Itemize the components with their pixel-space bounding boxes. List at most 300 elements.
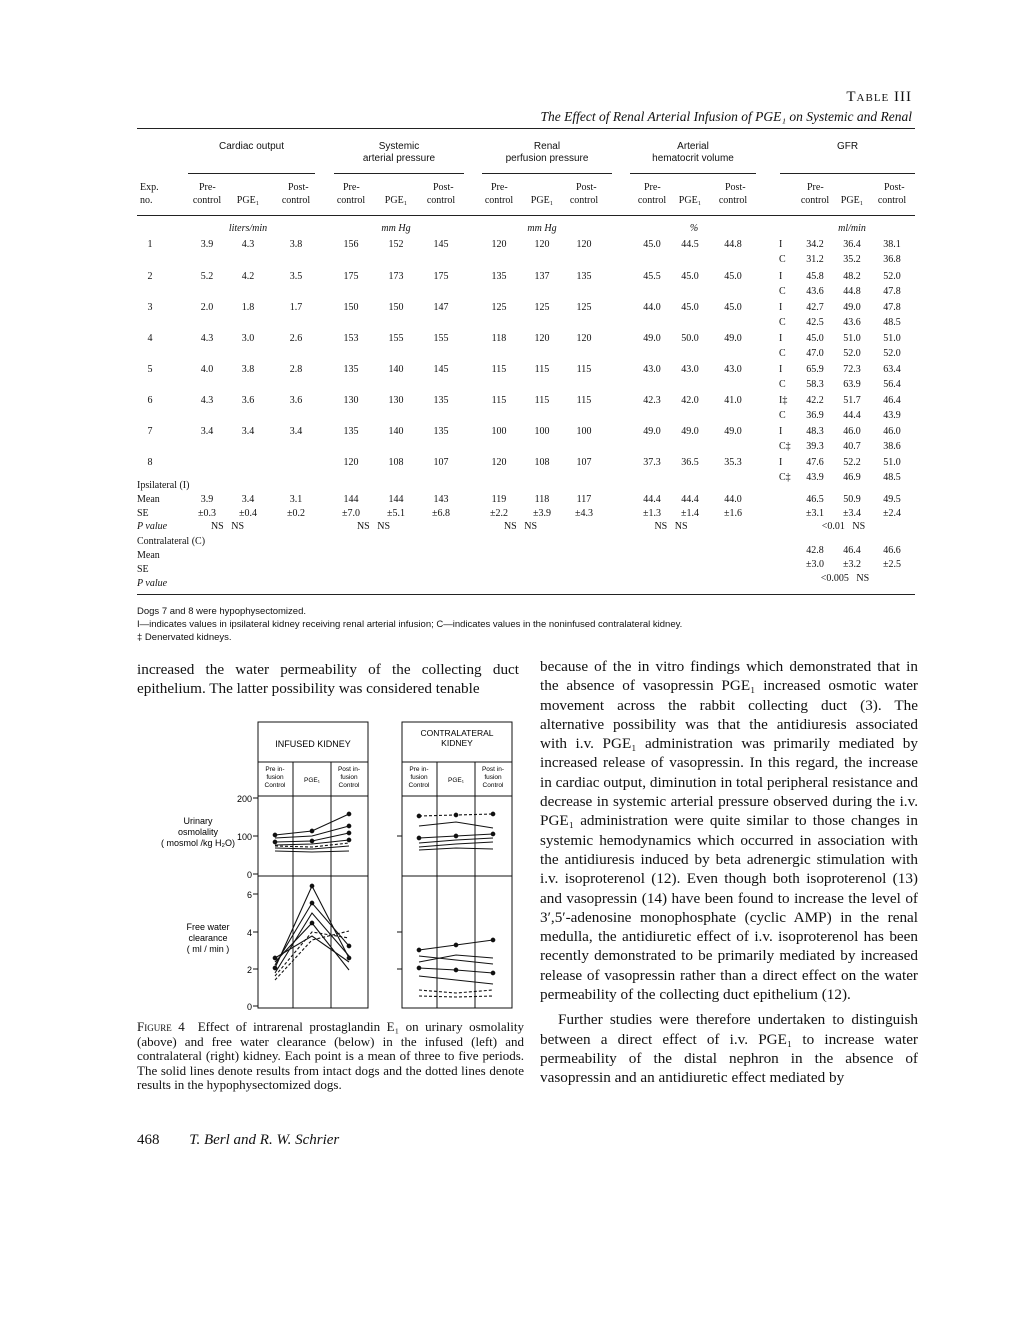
kidney-side: I — [779, 239, 783, 250]
table-cell: 153 — [343, 333, 359, 344]
table-cell: 51.7 — [843, 395, 861, 406]
group-header-renal-perfusion: Renal perfusion pressure — [505, 141, 589, 164]
sub-header: control — [426, 195, 456, 206]
table-cell: 150 — [343, 302, 359, 313]
sub-header: control — [718, 195, 748, 206]
p-value: NS NS — [210, 521, 245, 532]
table-cell: 48.5 — [883, 472, 901, 483]
exp-number: 6 — [147, 395, 153, 406]
table-cell: 42.3 — [643, 395, 661, 406]
table-cell: 44.5 — [681, 239, 699, 250]
y-tick-label: 6 — [246, 890, 252, 900]
table-cell: 49.0 — [681, 426, 699, 437]
se-value: ±3.0 — [806, 559, 824, 570]
sub-header: Post- — [725, 182, 746, 193]
table-cell: 63.9 — [843, 379, 861, 390]
table-cell: 125 — [491, 302, 507, 313]
page-number: 468 — [137, 1132, 160, 1148]
table-cell: 120 — [534, 333, 550, 344]
table-cell: 43.9 — [806, 472, 824, 483]
table-cell: 3.8 — [289, 239, 303, 250]
se-value: ±0.3 — [198, 508, 216, 519]
sub-header: Pre- — [491, 182, 508, 193]
table-cell: 36.4 — [843, 239, 861, 250]
table-cell: 3.5 — [289, 271, 303, 282]
p-value: NS NS — [503, 521, 538, 532]
note-line: Dogs 7 and 8 were hypophysectomized. — [137, 606, 306, 617]
sub-header: control — [569, 195, 599, 206]
col-label: fusion — [484, 774, 502, 781]
p-value: NS NS — [356, 521, 391, 532]
table-cell: 1.7 — [289, 302, 303, 313]
sap-group-rule — [334, 173, 464, 174]
left-free-water-panel — [258, 876, 368, 1008]
y-tick-label: 0 — [246, 870, 252, 880]
table-bottom-rule — [137, 594, 915, 595]
table-cell: 2.6 — [289, 333, 303, 344]
table-cell: 45.0 — [724, 302, 742, 313]
se-value: ±0.2 — [287, 508, 305, 519]
table-cell: 4.3 — [200, 395, 214, 406]
group-header-hematocrit: Arterial hematocrit volume — [652, 141, 734, 164]
mean-value: 44.4 — [681, 494, 699, 505]
se-value: ±4.3 — [575, 508, 593, 519]
unit-label: % — [689, 223, 699, 234]
mean-value: 3.1 — [289, 494, 303, 505]
table-cell: 47.0 — [806, 348, 824, 359]
col-label: Control — [408, 782, 430, 789]
table-cell: 156 — [343, 239, 359, 250]
mean-value: 117 — [576, 494, 592, 505]
kidney-side: I — [779, 457, 783, 468]
table-cell: 34.2 — [806, 239, 824, 250]
se-value: ±2.2 — [490, 508, 508, 519]
right-free-water-panel — [402, 876, 512, 1008]
summary-label: P value — [137, 578, 168, 589]
table-title-block — [540, 88, 912, 126]
table-cell: 2.8 — [289, 364, 303, 375]
table-cell: 56.4 — [883, 379, 901, 390]
paragraph: Further studies were therefore undertaken to distinguish between a direct effect of i.v. PGE₁ to increase water permeability of the distal nephron in the absence of vasopressin and an antidiuretic effect mediated by — [540, 1011, 918, 1087]
table-cell: 45.0 — [681, 302, 699, 313]
table-cell: 47.8 — [883, 286, 901, 297]
note-line: I—indicates values in ipsilateral kidney receiving renal arterial infusion; C—indicates values in the noninfused contralateral kidney. — [137, 619, 683, 630]
table-cell: 35.2 — [843, 254, 861, 265]
table-cell: 115 — [576, 364, 592, 375]
table-cell: 107 — [576, 457, 592, 468]
table-cell: 152 — [388, 239, 404, 250]
table-cell: 38.6 — [883, 441, 901, 452]
table-cell: 43.6 — [843, 317, 861, 328]
table-cell: 140 — [388, 426, 404, 437]
p-value: <0.01 NS — [821, 521, 866, 532]
mean-value: 46.4 — [843, 545, 861, 556]
sub-header: control — [637, 195, 667, 206]
table-cell: 47.8 — [883, 302, 901, 313]
y-tick-label: 100 — [236, 832, 252, 842]
table-cell: 130 — [388, 395, 404, 406]
figure-4 — [140, 718, 530, 1016]
exp-header: no. — [140, 195, 153, 206]
mean-value: 50.9 — [843, 494, 861, 505]
table-cell: 49.0 — [643, 333, 661, 344]
kidney-side: C — [779, 317, 786, 328]
kidney-side: I‡ — [779, 395, 788, 406]
col-label: fusion — [266, 774, 284, 781]
table-cell: 37.3 — [643, 457, 661, 468]
col-label: Control — [264, 782, 286, 789]
table-cell: 52.0 — [883, 271, 901, 282]
col-label: Post in- — [481, 766, 505, 773]
table-cell: 45.8 — [806, 271, 824, 282]
table-cell: 46.0 — [843, 426, 861, 437]
se-value: ±3.4 — [843, 508, 861, 519]
table-cell: 52.0 — [883, 348, 901, 359]
exp-number: 1 — [147, 239, 153, 250]
table-cell: 36.5 — [681, 457, 699, 468]
sub-header: control — [336, 195, 366, 206]
y-tick-label: 200 — [236, 794, 252, 804]
y-label-top: ( mosmol /kg H₂O) — [161, 838, 235, 848]
exp-number: 4 — [147, 333, 153, 344]
table-cell: 42.0 — [681, 395, 699, 406]
mean-value: 143 — [433, 494, 449, 505]
table-cell: 120 — [491, 239, 507, 250]
se-value: ±3.1 — [806, 508, 824, 519]
right-panel-title-2: KIDNEY — [441, 738, 473, 748]
se-value: ±6.8 — [432, 508, 450, 519]
table-cell: 120 — [491, 457, 507, 468]
sub-header: Post- — [884, 182, 905, 193]
page-footer — [137, 1132, 339, 1149]
table-cell: 115 — [534, 395, 550, 406]
table-cell: 49.0 — [643, 426, 661, 437]
mean-value: 144 — [388, 494, 404, 505]
table-cell: 49.0 — [843, 302, 861, 313]
gfr-group-rule — [780, 173, 915, 174]
table-cell: 46.4 — [883, 395, 901, 406]
col-label: Control — [338, 782, 360, 789]
table-cell: 155 — [433, 333, 449, 344]
table-cell: 4.0 — [200, 364, 214, 375]
se-value: ±0.4 — [239, 508, 257, 519]
rpp-group-rule — [482, 173, 612, 174]
table-cell: 51.0 — [843, 333, 861, 344]
paragraph: increased the water permeability of the collecting duct epithelium. The latter possibility was considered tenable — [137, 661, 519, 698]
table-cell: 42.2 — [806, 395, 824, 406]
table-cell: 150 — [388, 302, 404, 313]
y-label-bottom: clearance — [188, 933, 228, 943]
table-cell: 100 — [534, 426, 550, 437]
sub-header: Pre- — [343, 182, 360, 193]
sub-header: Post- — [433, 182, 454, 193]
mean-value: 119 — [491, 494, 507, 505]
table-label: Table III — [846, 89, 912, 105]
table-cell: 118 — [491, 333, 507, 344]
exp-number: 5 — [147, 364, 153, 375]
summary-label: SE — [137, 508, 149, 519]
kidney-side: I — [779, 333, 783, 344]
sub-header: PGE₁ — [236, 195, 260, 206]
table-top-rule — [137, 128, 915, 129]
kidney-side: C — [779, 379, 786, 390]
table-cell: 35.3 — [724, 457, 742, 468]
se-value: ±1.4 — [681, 508, 699, 519]
table-cell: 44.8 — [843, 286, 861, 297]
summary-label: P value — [137, 521, 168, 532]
se-value: ±1.3 — [643, 508, 661, 519]
table-cell: 1.8 — [241, 302, 255, 313]
exp-number: 3 — [147, 302, 153, 313]
se-value: ±2.4 — [883, 508, 901, 519]
table-cell: 31.2 — [806, 254, 824, 265]
kidney-side: C — [779, 286, 786, 297]
left-panel-title: INFUSED KIDNEY — [275, 739, 351, 749]
table-cell: 145 — [433, 239, 449, 250]
mean-value: 49.5 — [883, 494, 901, 505]
table-cell: 108 — [534, 457, 550, 468]
summary-label: Mean — [137, 550, 160, 561]
table-cell: 115 — [534, 364, 550, 375]
sub-header: control — [484, 195, 514, 206]
table-cell: 38.1 — [883, 239, 901, 250]
summary-label: Ipsilateral (I) — [137, 480, 190, 491]
table-cell: 45.0 — [724, 271, 742, 282]
table-cell: 120 — [534, 239, 550, 250]
col-label: Pre in- — [409, 766, 429, 773]
figure-caption-label: Figure 4 — [137, 1019, 185, 1034]
left-column-text — [137, 660, 519, 699]
sub-header: Post- — [576, 182, 597, 193]
table-cell: 115 — [491, 395, 507, 406]
group-header-gfr: GFR — [836, 141, 859, 152]
figure-caption — [137, 1020, 524, 1093]
table-cell: 51.0 — [883, 333, 901, 344]
sub-header: PGE₁ — [384, 195, 408, 206]
mean-value: 42.8 — [806, 545, 824, 556]
se-value: ±3.2 — [843, 559, 861, 570]
table-cell: 3.6 — [241, 395, 255, 406]
kidney-side: C — [779, 254, 786, 265]
table-cell: 42.7 — [806, 302, 824, 313]
figure-caption-text: Effect of intrarenal prostaglandin E₁ on urinary osmolality (above) and free water clearance (below) in the infused (left) and contralateral (right) kidney. Each point is a mean of three to five periods. The solid lines denote results from intact dogs and the dotted lines denote results in the hypophysectomized dogs. — [137, 1019, 525, 1093]
group-header-cardiac-output: Cardiac output — [218, 141, 285, 152]
table-cell: 4.3 — [241, 239, 255, 250]
mean-value: 46.5 — [806, 494, 824, 505]
table-cell: 3.4 — [289, 426, 303, 437]
note-line: ‡ Denervated kidneys. — [137, 632, 232, 643]
mean-value: 3.4 — [241, 494, 255, 505]
co-group-rule — [188, 173, 315, 174]
mean-value: 3.9 — [200, 494, 214, 505]
hct-group-rule — [630, 173, 756, 174]
table-cell: 45.0 — [643, 239, 661, 250]
table-cell: 36.8 — [883, 254, 901, 265]
table-cell: 125 — [576, 302, 592, 313]
summary-label: Contralateral (C) — [137, 536, 206, 547]
sub-header: Pre- — [644, 182, 661, 193]
table-cell: 100 — [491, 426, 507, 437]
table-cell: 135 — [343, 426, 359, 437]
mean-value: 144 — [343, 494, 359, 505]
table-cell: 173 — [388, 271, 404, 282]
table-cell: 48.5 — [883, 317, 901, 328]
table-cell: 44.4 — [843, 410, 861, 421]
table-cell: 115 — [491, 364, 507, 375]
table-cell: 50.0 — [681, 333, 699, 344]
table-cell: 52.2 — [843, 457, 861, 468]
table-cell: 100 — [576, 426, 592, 437]
table-cell: 135 — [433, 395, 449, 406]
table-cell: 135 — [433, 426, 449, 437]
sub-header: control — [192, 195, 222, 206]
table-cell: 44.8 — [724, 239, 742, 250]
table-cell: 120 — [576, 333, 592, 344]
table-cell: 43.6 — [806, 286, 824, 297]
sub-header: control — [281, 195, 311, 206]
table-title: The Effect of Renal Arterial Infusion of PGE₁ on Systemic and Renal — [540, 109, 912, 124]
se-value: ±7.0 — [342, 508, 360, 519]
y-tick-label: 0 — [246, 1002, 252, 1012]
table-cell: 5.2 — [200, 271, 214, 282]
col-label: Post in- — [337, 766, 361, 773]
table-cell: 175 — [343, 271, 359, 282]
table-cell: 140 — [388, 364, 404, 375]
y-label-bottom: Free water — [186, 922, 230, 932]
se-value: ±5.1 — [387, 508, 405, 519]
table-cell: 45.5 — [643, 271, 661, 282]
table-cell: 3.4 — [241, 426, 255, 437]
col-label: Control — [482, 782, 504, 789]
unit-label: ml/min — [838, 223, 866, 234]
table-cell: 120 — [343, 457, 359, 468]
running-authors: T. Berl and R. W. Schrier — [189, 1132, 340, 1148]
mean-value: 44.4 — [643, 494, 661, 505]
se-value: ±3.9 — [533, 508, 551, 519]
kidney-side: C — [779, 348, 786, 359]
table-cell: 3.0 — [241, 333, 255, 344]
table-cell: 4.3 — [200, 333, 214, 344]
table-cell: 130 — [343, 395, 359, 406]
table-cell: 3.6 — [289, 395, 303, 406]
y-label-top: Urinary — [183, 816, 213, 826]
table-header-rule — [137, 215, 915, 216]
mean-value: 46.6 — [883, 545, 901, 556]
table-cell: 125 — [534, 302, 550, 313]
sub-header: PGE₁ — [678, 195, 702, 206]
table-cell: 65.9 — [806, 364, 824, 375]
table-cell: 51.0 — [883, 457, 901, 468]
table-cell: 108 — [388, 457, 404, 468]
right-column-text — [540, 657, 918, 1088]
kidney-side: I — [779, 364, 783, 375]
table-cell: 36.9 — [806, 410, 824, 421]
kidney-side: C — [779, 410, 786, 421]
kidney-side: I — [779, 271, 783, 282]
table-cell: 135 — [491, 271, 507, 282]
table-cell: 46.0 — [883, 426, 901, 437]
p-value: <0.005 NS — [820, 573, 870, 584]
mean-value: 44.0 — [724, 494, 742, 505]
col-label: fusion — [410, 774, 428, 781]
p-value: NS NS — [654, 521, 688, 532]
table-cell: 48.2 — [843, 271, 861, 282]
sub-header: Pre- — [199, 182, 216, 193]
se-value: ±2.5 — [883, 559, 901, 570]
col-label: PGE₁ — [448, 777, 464, 784]
unit-label: liters/min — [228, 223, 268, 234]
mean-value: 118 — [534, 494, 550, 505]
sub-header: control — [800, 195, 830, 206]
table-cell: 107 — [433, 457, 449, 468]
table-cell: 145 — [433, 364, 449, 375]
sub-header: PGE₁ — [530, 195, 554, 206]
col-label: PGE₁ — [304, 777, 320, 784]
table-cell: 40.7 — [843, 441, 861, 452]
table-cell: 42.5 — [806, 317, 824, 328]
table-cell: 63.4 — [883, 364, 901, 375]
right-panel-title-1: CONTRALATERAL — [420, 728, 494, 738]
exp-header: Exp. — [140, 182, 159, 193]
kidney-side: C‡ — [779, 472, 791, 483]
exp-number: 2 — [147, 271, 153, 282]
table-cell: 3.9 — [200, 239, 214, 250]
sub-header: PGE₁ — [840, 195, 864, 206]
table-cell: 52.0 — [843, 348, 861, 359]
table-cell: 39.3 — [806, 441, 824, 452]
table-cell: 155 — [388, 333, 404, 344]
table-cell: 3.4 — [200, 426, 214, 437]
table-cell: 49.0 — [724, 333, 742, 344]
table-cell: 43.0 — [681, 364, 699, 375]
table-cell: 4.2 — [241, 271, 255, 282]
unit-label: mm Hg — [527, 223, 557, 234]
summary-label: Mean — [137, 494, 160, 505]
table-cell: 58.3 — [806, 379, 824, 390]
sub-header: Pre- — [807, 182, 824, 193]
table-cell: 137 — [534, 271, 550, 282]
table-cell: 47.6 — [806, 457, 824, 468]
table-cell: 2.0 — [200, 302, 214, 313]
col-label: fusion — [340, 774, 358, 781]
table-cell: 44.0 — [643, 302, 661, 313]
kidney-side: I — [779, 426, 783, 437]
table-cell: 43.0 — [724, 364, 742, 375]
kidney-side: I — [779, 302, 783, 313]
table-cell: 49.0 — [724, 426, 742, 437]
kidney-side: C‡ — [779, 441, 791, 452]
table-cell: 3.8 — [241, 364, 255, 375]
exp-number: 8 — [147, 457, 153, 468]
table-cell: 115 — [576, 395, 592, 406]
table-cell: 147 — [433, 302, 449, 313]
summary-label: SE — [137, 564, 149, 575]
sub-header: Post- — [288, 182, 309, 193]
table-cell: 43.0 — [643, 364, 661, 375]
table-cell: 175 — [433, 271, 449, 282]
exp-number: 7 — [147, 426, 153, 437]
table-cell: 135 — [576, 271, 592, 282]
table-cell: 45.0 — [681, 271, 699, 282]
table-cell: 135 — [343, 364, 359, 375]
table-notes — [137, 605, 682, 644]
se-value: ±1.6 — [724, 508, 742, 519]
col-label: Pre in- — [265, 766, 285, 773]
y-label-top: osmolality — [177, 827, 219, 837]
unit-label: mm Hg — [381, 223, 411, 234]
table-cell: 72.3 — [843, 364, 861, 375]
table-cell: 46.9 — [843, 472, 861, 483]
